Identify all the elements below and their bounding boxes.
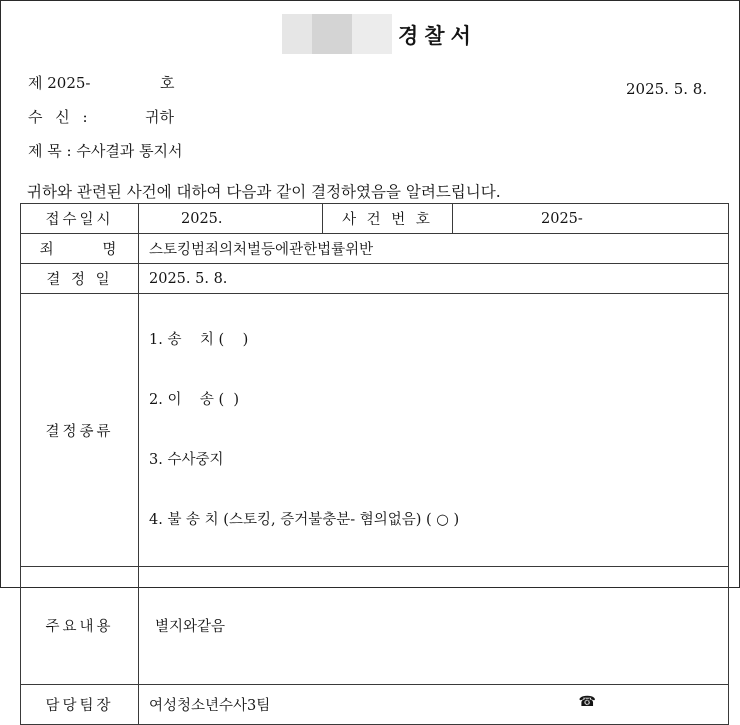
team-value: 여성청소년수사3팀 — [149, 698, 271, 714]
team-label: 담당팀장 — [21, 685, 139, 725]
main-content-label: 주요내용 — [21, 567, 139, 685]
case-number-label: 사 건 번 호 — [323, 204, 453, 234]
table-row — [21, 204, 729, 234]
decision-option-transfer-prosecution: 1. 송 치 ( ) — [149, 332, 249, 348]
recipient-value: 귀하 — [145, 108, 174, 126]
charge-value: 스토킹범죄의처벌등에관한법률위반 — [139, 234, 729, 264]
decision-option-suspension: 3. 수사중지 — [149, 452, 224, 468]
decision-type-options — [139, 294, 729, 567]
agency-title: 경찰서 — [398, 23, 477, 48]
table-row — [21, 294, 729, 567]
decision-date-value: 2025. 5. 8. — [139, 264, 729, 294]
receipt-date-value: 2025. — [139, 204, 323, 234]
redacted-block — [352, 14, 392, 54]
table-row — [21, 234, 729, 264]
intro-text: 귀하와 관련된 사건에 대하여 다음과 같이 결정하였음을 알려드립니다. — [27, 183, 501, 201]
redacted-block — [312, 14, 352, 54]
table-row — [21, 264, 729, 294]
receipt-date-label: 접수일시 — [21, 204, 139, 234]
table-row — [21, 685, 729, 725]
document-number-prefix: 제 2025- — [28, 74, 91, 92]
decision-date-label: 결 정 일 — [21, 264, 139, 294]
case-number-value: 2025- — [453, 204, 729, 234]
phone-icon: ☎ — [578, 694, 596, 710]
team-cell — [139, 685, 729, 725]
document-number-suffix: 호 — [160, 74, 175, 92]
recipient-label: 수 신 : — [28, 108, 92, 126]
result-table — [20, 203, 729, 725]
document-date: 2025. 5. 8. — [626, 80, 708, 98]
decision-option-transfer: 2. 이 송 ( ) — [149, 392, 240, 408]
charge-label: 죄 명 — [21, 234, 139, 264]
main-content-value: 별지와같음 — [139, 567, 729, 685]
redacted-block — [282, 14, 312, 54]
table-row — [21, 567, 729, 685]
subject-line: 제 목 : 수사결과 통지서 — [28, 142, 183, 160]
decision-option-non-referral: 4. 불 송 치 (스토킹, 증거불충분- 혐의없음) ( ○ ) — [149, 512, 460, 528]
decision-type-label: 결정종류 — [21, 294, 139, 567]
